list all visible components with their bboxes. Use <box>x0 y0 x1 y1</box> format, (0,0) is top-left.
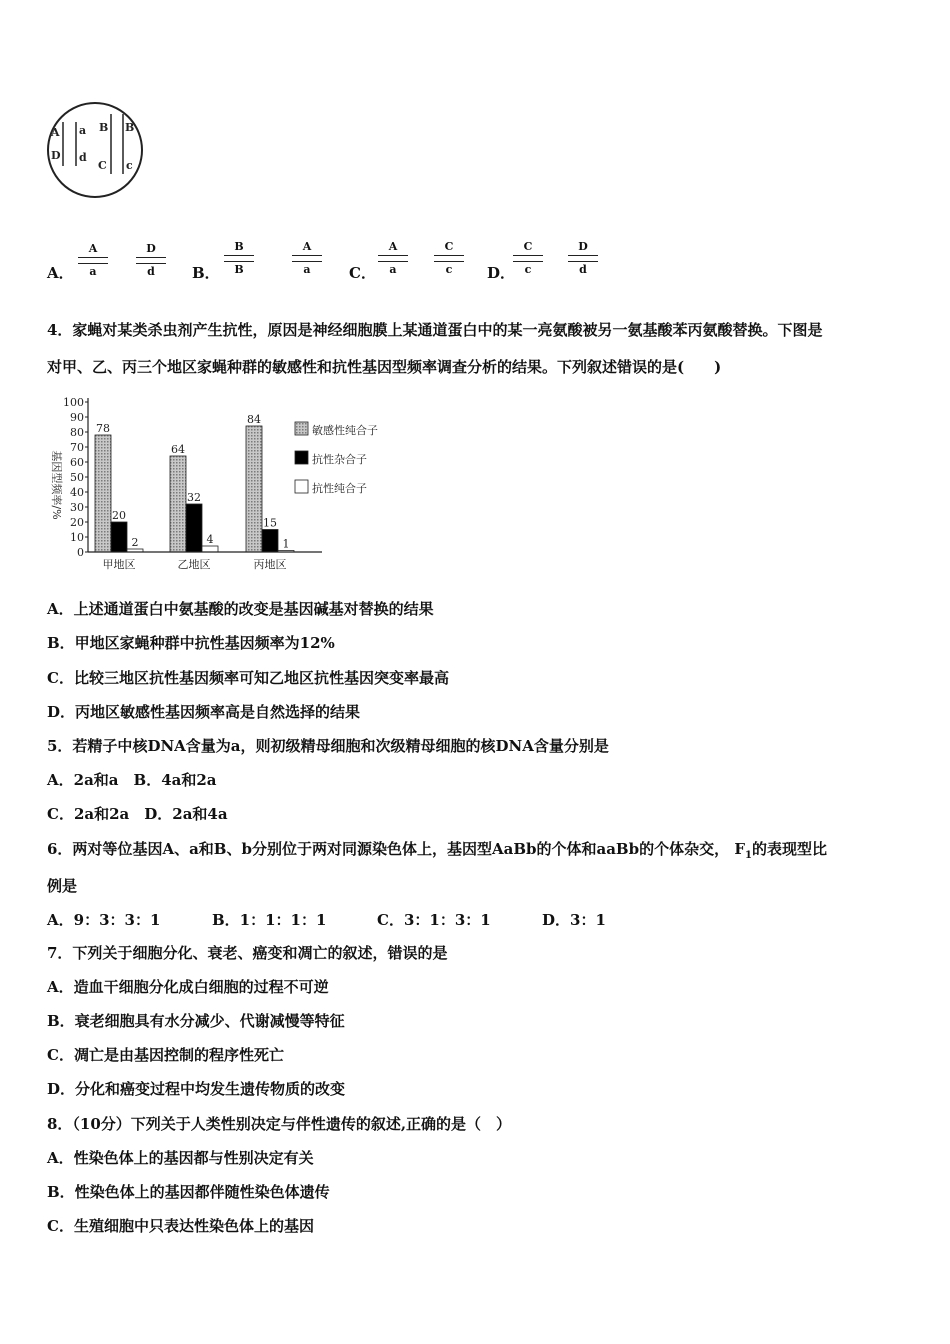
option-b: B．甲地区家蝇种群中抗性基因频率为12% <box>47 634 335 652</box>
data-label: 4 <box>206 533 214 546</box>
y-tick-label: 90 <box>70 411 84 424</box>
gene-pair: D d <box>568 240 598 277</box>
gene-label: D <box>51 149 61 162</box>
gene-label: c <box>126 159 133 172</box>
y-tick-label: 60 <box>70 456 84 469</box>
y-tick-label: 10 <box>70 531 84 544</box>
option-a: A．9：3：3：1 <box>47 911 161 929</box>
data-label: 20 <box>112 509 126 522</box>
data-label: 84 <box>247 413 261 426</box>
bar <box>170 456 186 552</box>
y-tick-label: 0 <box>77 546 84 559</box>
option-c: C．比较三地区抗性基因频率可知乙地区抗性基因突变率最高 <box>47 669 449 687</box>
option-d: D．分化和癌变过程中均发生遗传物质的改变 <box>47 1080 346 1098</box>
option-b: B．性染色体上的基因都伴随性染色体遗传 <box>47 1183 330 1201</box>
bar-chart <box>44 393 414 578</box>
gene-label: B <box>99 121 109 134</box>
option-d: D．3：1 <box>542 911 606 929</box>
bar <box>111 522 127 552</box>
legend-swatch <box>295 480 308 493</box>
x-tick-label: 乙地区 <box>177 558 211 571</box>
gene-pair: B B <box>224 240 254 277</box>
bar <box>186 504 202 552</box>
option-b: B．1：1：1：1 <box>212 911 327 929</box>
question-stem: 8．（10分）下列关于人类性别决定与伴性遗传的叙述,正确的是（ ） <box>47 1115 512 1133</box>
gene-pair: C c <box>434 240 464 277</box>
y-tick-label: 100 <box>63 396 84 409</box>
question-stem: 6．两对等位基因A、a和B、b分别位于两对同源染色体上，基因型AaBb的个体和aaBb的个体杂交， $F_1$的表现型比 <box>47 840 827 861</box>
data-label: 32 <box>187 491 201 504</box>
option-a: A．性染色体上的基因都与性别决定有关 <box>47 1149 314 1167</box>
gene-label: A <box>51 126 60 139</box>
gene-label: a <box>79 124 87 137</box>
option-d: D．丙地区敏感性基因频率高是自然选择的结果 <box>47 703 361 721</box>
option-label: B． <box>192 264 220 282</box>
bar <box>246 426 262 552</box>
option-c: C．生殖细胞中只表达性染色体上的基因 <box>47 1217 314 1235</box>
cell-diagram <box>44 100 146 200</box>
y-tick-label: 80 <box>70 426 84 439</box>
option-a: A．造血干细胞分化成白细胞的过程不可逆 <box>47 978 329 996</box>
gene-label: d <box>79 151 87 164</box>
y-tick-label: 30 <box>70 501 84 514</box>
option-label: C． <box>349 264 376 282</box>
legend-swatch <box>295 422 308 435</box>
question-stem: 4．家蝇对某类杀虫剂产生抗性，原因是神经细胞膜上某通道蛋白中的某一亮氨酸被另一氨基酸苯丙氨酸替换。下图是 <box>47 321 823 339</box>
x-tick-label: 甲地区 <box>102 558 136 571</box>
legend-label: 敏感性纯合子 <box>312 424 378 437</box>
option-label: D． <box>487 264 516 282</box>
gene-pair: C c <box>513 240 543 277</box>
question-stem: 例是 <box>47 877 78 895</box>
data-label: 64 <box>171 443 185 456</box>
option-c: C．3：1：3：1 <box>377 911 491 929</box>
data-label: 1 <box>282 537 290 551</box>
data-label: 2 <box>131 536 139 549</box>
question-stem: 对甲、乙、丙三个地区家蝇种群的敏感性和抗性基因型频率调查分析的结果。下列叙述错误的是( ) <box>47 358 722 376</box>
option-c: C．凋亡是由基因控制的程序性死亡 <box>47 1046 284 1064</box>
question-stem: 5．若精子中核DNA含量为a，则初级精母细胞和次级精母细胞的核DNA含量分别是 <box>47 737 609 755</box>
option-line: C．2a和2a D．2a和4a <box>47 805 228 823</box>
option-a: A．上述通道蛋白中氨基酸的改变是基因碱基对替换的结果 <box>47 600 434 618</box>
y-tick-label: 50 <box>70 471 84 484</box>
question-stem: 7．下列关于细胞分化、衰老、癌变和凋亡的叙述，错误的是 <box>47 944 448 962</box>
gene-pair: A a <box>78 242 108 279</box>
y-tick-label: 20 <box>70 516 84 529</box>
gene-label: C <box>98 159 107 172</box>
y-tick-label: 70 <box>70 441 84 454</box>
legend-label: 抗性杂合子 <box>312 453 367 466</box>
y-tick-label: 40 <box>70 486 84 499</box>
gene-label: B <box>125 121 135 134</box>
bar <box>95 435 111 552</box>
legend-swatch <box>295 451 308 464</box>
option-line: A．2a和a B．4a和2a <box>47 771 217 789</box>
gene-pair: D d <box>136 242 166 279</box>
gene-pair: A a <box>292 240 322 277</box>
x-tick-label: 丙地区 <box>253 558 287 571</box>
gene-pair: A a <box>378 240 408 277</box>
bar <box>262 530 278 553</box>
y-axis-label: 基因型频率/% <box>50 450 63 520</box>
option-label: A． <box>47 264 74 282</box>
bar <box>202 546 218 552</box>
data-label: 78 <box>96 422 110 435</box>
data-label: 15 <box>263 516 277 530</box>
option-b: B．衰老细胞具有水分减少、代谢减慢等特征 <box>47 1012 345 1030</box>
legend-label: 抗性纯合子 <box>312 482 367 495</box>
